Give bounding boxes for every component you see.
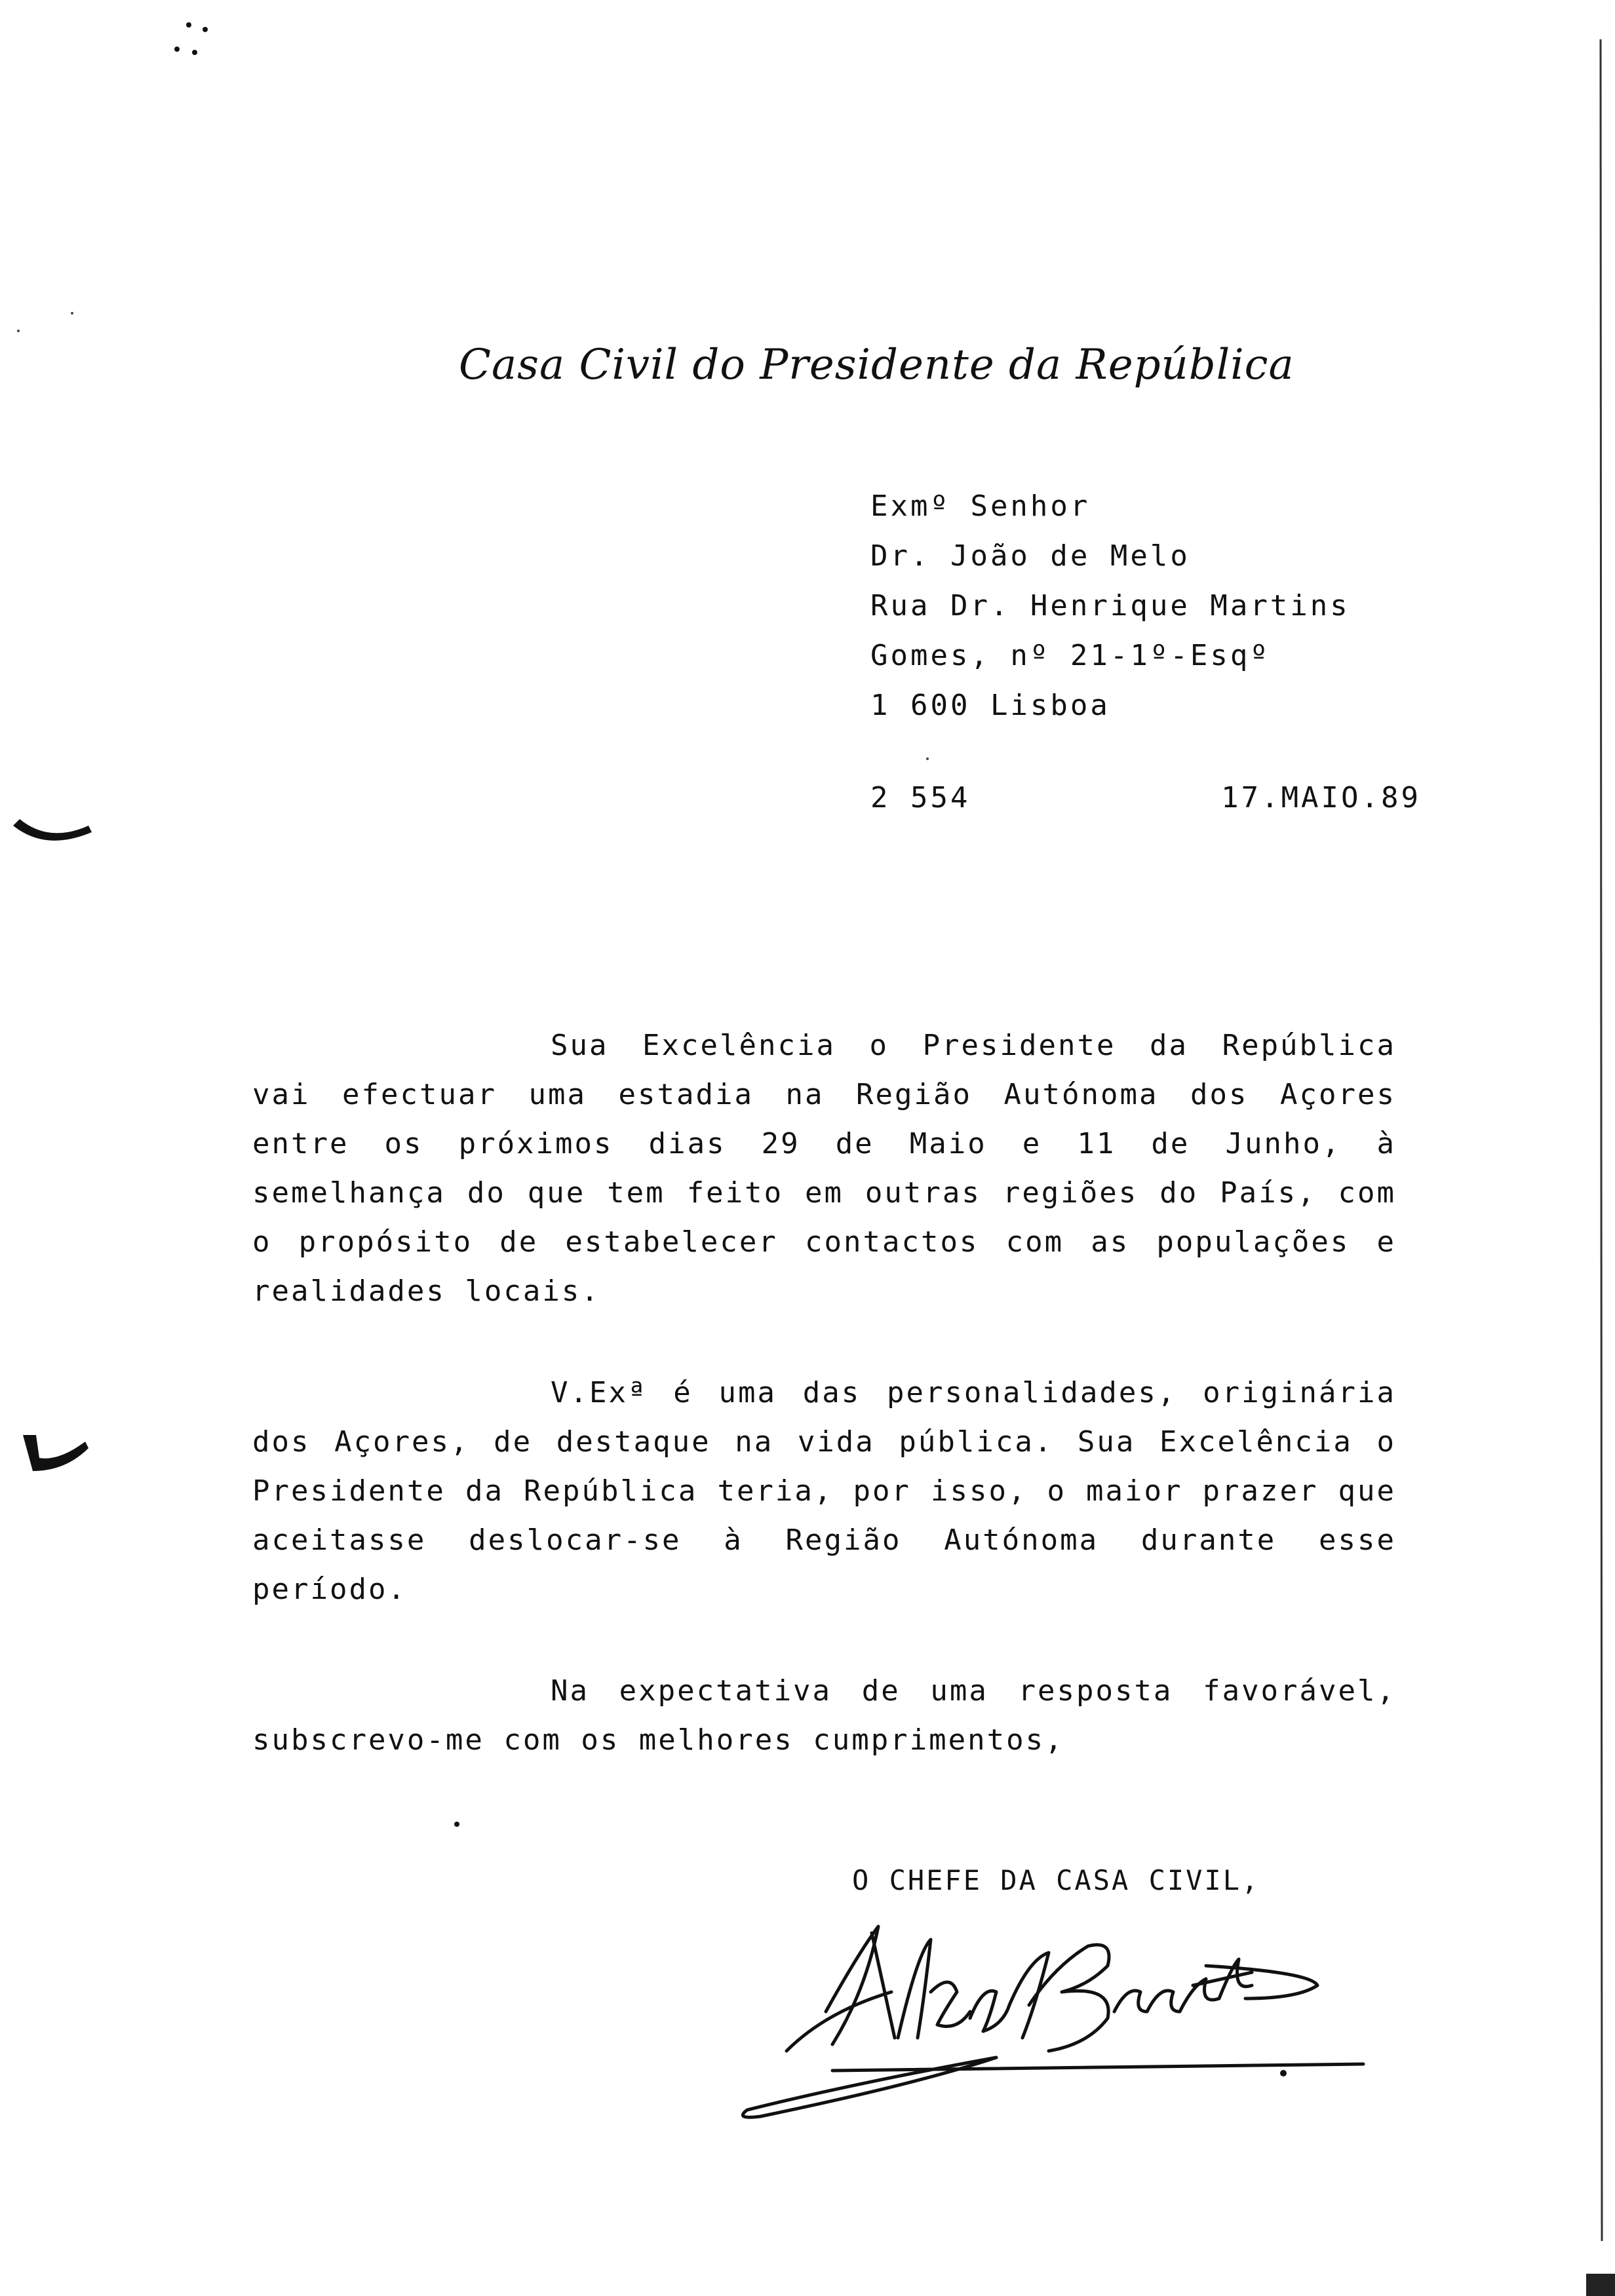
body-paragraph: Na expectativa de uma resposta favorável, subscrevo-me com os melhores cumprimentos, [252, 1674, 1396, 1757]
reference-line [870, 781, 1421, 820]
letterhead: Casa Civil do Presidente da República [459, 341, 1294, 389]
reference-number: 2 554 [870, 781, 971, 814]
body-paragraph: V.Exª é uma das personalidades, originária dos Açores, de destaque na vida pública. Sua Excelência o Presidente da República teria, por isso, o maior prazer que aceitasse deslocar-se à Região Autónoma durante esse período. [252, 1376, 1396, 1606]
page-edge-shadow [1586, 0, 1615, 2296]
recipient-salutation: Exmº Senhor [870, 489, 1091, 523]
recipient-street: Rua Dr. Henrique Martins [870, 589, 1350, 622]
handwritten-signature [721, 1913, 1376, 2130]
hole-punch-mark [10, 816, 95, 855]
letter-date: 17.MAIO.89 [1221, 781, 1421, 814]
recipient-city: 1 600 Lisboa [870, 689, 1110, 722]
recipient-street-number: Gomes, nº 21-1º-Esqº [870, 639, 1270, 672]
closing-title: O CHEFE DA CASA CIVIL, [852, 1864, 1260, 1896]
hole-punch-mark [20, 1432, 92, 1478]
body-paragraph: Sua Excelência o Presidente da República vai efectuar uma estadia na Região Autónoma dos Açores entre os próximos dias 29 de Maio e 11 de Junho, à semelhança do que tem feito em outras regiões do País, com o propósito de estabelecer contactos com as populações e realidades locais. [252, 1029, 1396, 1308]
recipient-name: Dr. João de Melo [870, 539, 1190, 573]
recipient-address [870, 482, 1350, 731]
